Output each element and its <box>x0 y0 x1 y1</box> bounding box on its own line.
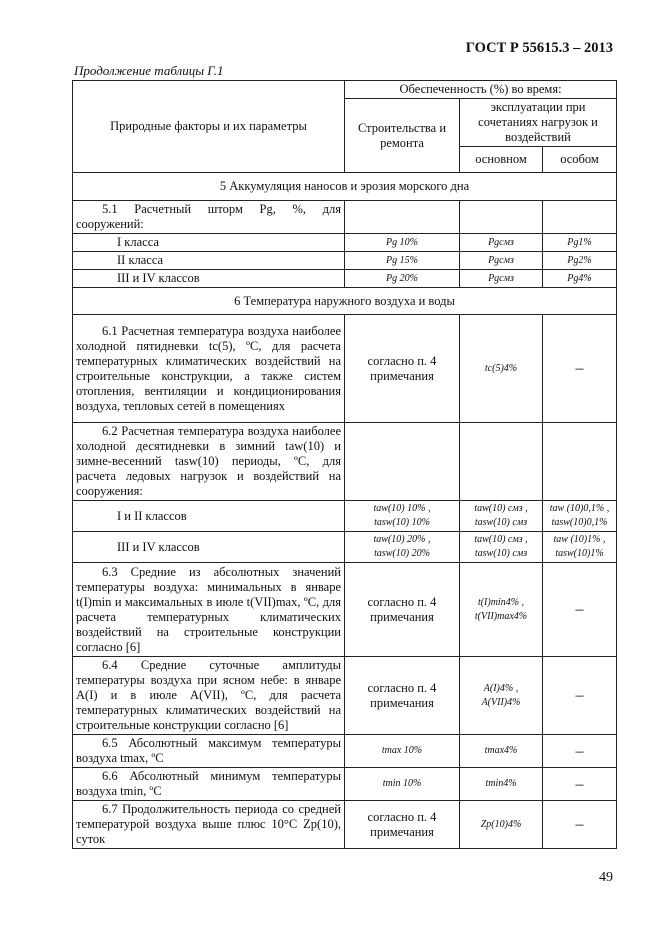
value-cell: Zp(10)4% <box>460 801 543 849</box>
value-cell: tmin4% <box>460 768 543 801</box>
header-special: особом <box>543 147 617 173</box>
value-cell: согласно п. 4 примечания <box>345 657 460 735</box>
value-cell: taw (10)0,1% , tasw(10)0,1% <box>543 501 617 532</box>
param-text: 6.3 Средние из абсолютных значений температуры воздуха: минимальных в январе t(I)min и максимальных в июле t(VII)max, ºC, для расчета температурных климатических воздействий на строительные конструкции согласно [6] <box>73 563 345 657</box>
value-cell: согласно п. 4 примечания <box>345 563 460 657</box>
param-text: 6.7 Продолжительность периода со средней температурой воздуха выше плюс 10°C Zp(10), суток <box>73 801 345 849</box>
value-cell: Pgсмз <box>460 234 543 252</box>
header-provision: Обеспеченность (%) во время: <box>345 81 617 99</box>
row-label: I и II классов <box>73 501 345 532</box>
value-cell: Pg 15% <box>345 252 460 270</box>
value-cell: A(I)4% , A(VII)4% <box>460 657 543 735</box>
header-main: основном <box>460 147 543 173</box>
value-cell: Pgсмз <box>460 270 543 288</box>
value-cell: tmax4% <box>460 735 543 768</box>
value-cell: Pg1% <box>543 234 617 252</box>
dash-cell: – <box>543 563 617 657</box>
value-cell: taw (10)1% , tasw(10)1% <box>543 532 617 563</box>
value-cell: Pg 20% <box>345 270 460 288</box>
header-factors: Природные факторы и их параметры <box>73 81 345 173</box>
value-cell: Pgсмз <box>460 252 543 270</box>
climate-factors-table <box>72 80 617 849</box>
row-label: III и IV классов <box>73 270 345 288</box>
param-text: 6.6 Абсолютный минимум температуры воздуха tmin, ºC <box>73 768 345 801</box>
value-cell: Pg 10% <box>345 234 460 252</box>
dash-cell: – <box>543 315 617 423</box>
page-number: 49 <box>599 870 613 885</box>
value-cell: tmax 10% <box>345 735 460 768</box>
row-label: III и IV классов <box>73 532 345 563</box>
value-cell: tc(5)4% <box>460 315 543 423</box>
param-text: 6.5 Абсолютный максимум температуры воздуха tmax, ºC <box>73 735 345 768</box>
value-cell: taw(10) смз , tasw(10) смз <box>460 532 543 563</box>
dash-cell: – <box>543 768 617 801</box>
value-cell: согласно п. 4 примечания <box>345 801 460 849</box>
param-text: 6.1 Расчетная температура воздуха наиболее холодной пятидневки tc(5), ºC, для расчета температурных климатических воздействий на строительные конструкции, а также систем отопления, вентиляции и кондиционирования воздуха, тепловых сетей в помещениях <box>73 315 345 423</box>
value-cell: taw(10) 10% , tasw(10) 10% <box>345 501 460 532</box>
dash-cell: – <box>543 657 617 735</box>
value-cell: tmin 10% <box>345 768 460 801</box>
section-title: 5 Аккумуляция наносов и эрозия морского дна <box>73 173 617 201</box>
value-cell: согласно п. 4 примечания <box>345 315 460 423</box>
header-construction: Строительства и ремонта <box>345 99 460 173</box>
dash-cell: – <box>543 735 617 768</box>
header-operation: эксплуатации при сочетаниях нагрузок и воздействий <box>460 99 617 147</box>
param-text: 6.2 Расчетная температура воздуха наиболее холодной десятидневки в зимний taw(10) и зимне-весенний tasw(10) периоды, ºC, для расчета ледовых нагрузок и воздействий на сооружения: <box>73 423 345 501</box>
value-cell: Pg4% <box>543 270 617 288</box>
row-label: II класса <box>73 252 345 270</box>
param-text: 6.4 Средние суточные амплитуды температуры воздуха при ясном небе: в январе A(I) и в июле A(VII), ºC, для расчета температурных климатических воздействий на строительные конструкции согласно [6] <box>73 657 345 735</box>
value-cell: taw(10) смз , tasw(10) смз <box>460 501 543 532</box>
param-text: 5.1 Расчетный шторм Pg, %, для сооружений: <box>73 201 345 234</box>
value-cell: Pg2% <box>543 252 617 270</box>
value-cell: taw(10) 20% , tasw(10) 20% <box>345 532 460 563</box>
table-caption: Продолжение таблицы Г.1 <box>74 63 224 78</box>
row-label: I класса <box>73 234 345 252</box>
value-cell: t(I)min4% , t(VII)max4% <box>460 563 543 657</box>
document-code: ГОСТ Р 55615.3 – 2013 <box>465 40 613 56</box>
section-title: 6 Температура наружного воздуха и воды <box>73 288 617 315</box>
dash-cell: – <box>543 801 617 849</box>
